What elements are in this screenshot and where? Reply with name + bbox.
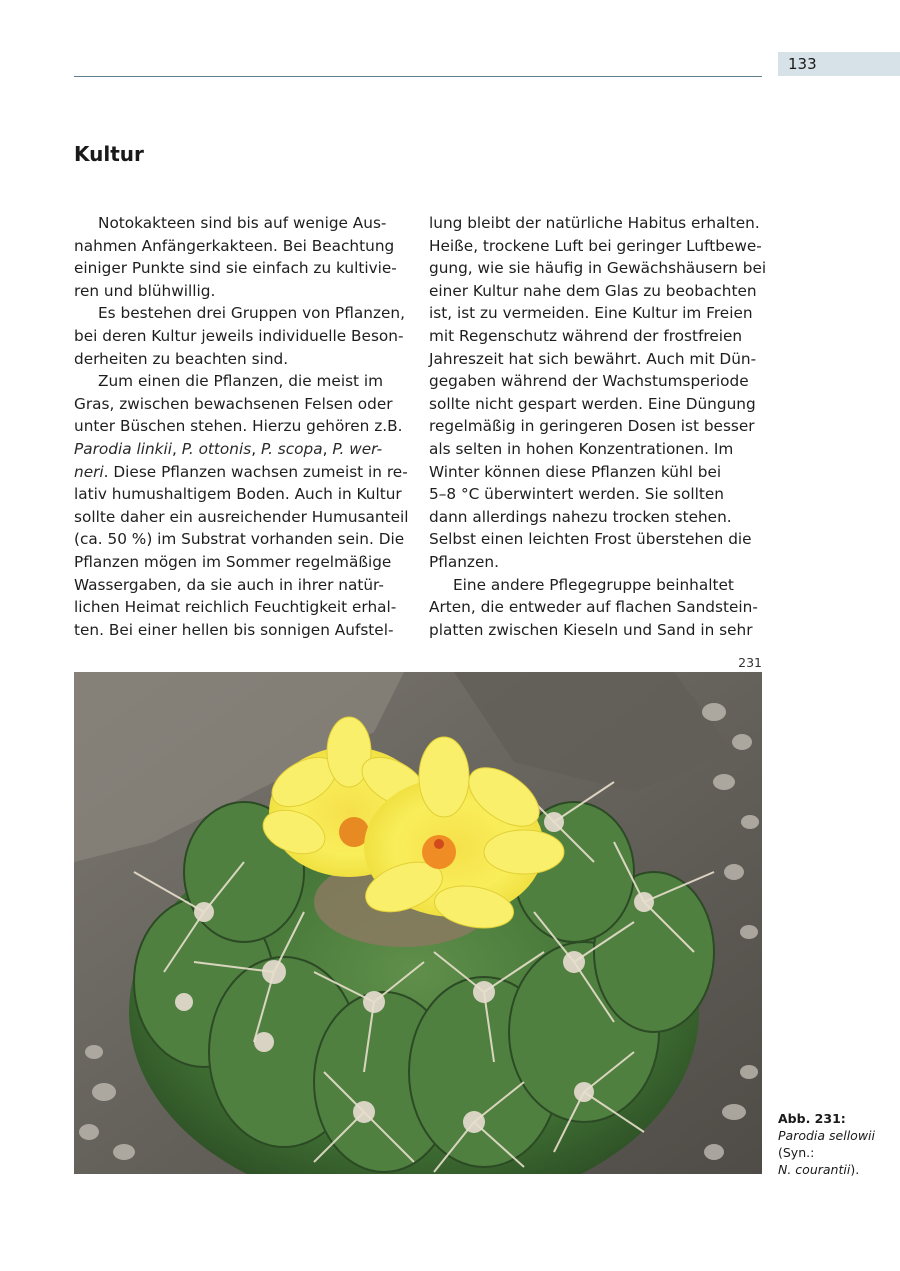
cactus-photo xyxy=(74,672,762,1174)
caption-species: Parodia sellowii xyxy=(778,1128,875,1143)
text-line: Notokakteen sind bis auf wenige Aus- xyxy=(98,214,387,232)
text-line: Selbst einen leichten Frost überstehen die xyxy=(429,530,752,549)
text-column-left xyxy=(74,212,409,641)
text-line: Jahreszeit hat sich bewährt. Auch mit Dün- xyxy=(429,349,757,368)
text-line: ist, ist zu vermeiden. Eine Kultur im Freien xyxy=(429,304,753,323)
text-line-species xyxy=(74,438,406,461)
text-line: Pflanzen. xyxy=(429,552,499,571)
text-line: gung, wie sie häufig in Gewächshäusern bei xyxy=(429,259,767,278)
caption-synonym-open: (Syn.: xyxy=(778,1145,815,1160)
text-line: derheiten zu beachten sind. xyxy=(74,349,289,368)
text-line: sollte nicht gespart werden. Eine Düngung xyxy=(429,394,756,413)
page-number: 133 xyxy=(778,52,900,76)
text-line: Eine andere Pflegegruppe beinhaltet xyxy=(453,575,734,594)
caption-synonym: N. courantii xyxy=(778,1162,851,1177)
separator: , xyxy=(251,439,261,458)
section-title: Kultur xyxy=(74,142,144,166)
header-rule xyxy=(74,76,762,77)
text-line: Winter können diese Pflanzen kühl bei xyxy=(429,462,722,481)
text-line: lung bleibt der natürliche Habitus erhalten. xyxy=(429,214,760,232)
text-line: unter Büschen stehen. Hierzu gehören z.B. xyxy=(74,417,403,436)
caption-label: Abb. 231: xyxy=(778,1111,846,1126)
species-name: Parodia linkii xyxy=(74,439,172,458)
text-fragment: . Diese Pflanzen wachsen zumeist in re- xyxy=(103,462,408,481)
figure-number: 231 xyxy=(738,655,762,670)
species-name: P. scopa xyxy=(260,439,323,458)
species-name: P. wer- xyxy=(332,439,383,458)
text-line: Es bestehen drei Gruppen von Pflanzen, xyxy=(98,304,405,323)
text-line: dann allerdings nahezu trocken stehen. xyxy=(429,507,732,526)
text-line: platten zwischen Kieseln und Sand in sehr xyxy=(429,620,753,639)
text-line: lichen Heimat reichlich Feuchtigkeit erhal- xyxy=(74,598,397,617)
text-line: einer Kultur nahe dem Glas zu beobachten xyxy=(429,281,757,300)
text-line: bei deren Kultur jeweils individuelle Beson- xyxy=(74,326,404,345)
text-line: Zum einen die Pflanzen, die meist im xyxy=(98,372,384,391)
text-line: als selten in hohen Konzentrationen. Im xyxy=(429,439,734,458)
text-line: ten. Bei einer hellen bis sonnigen Aufstel- xyxy=(74,620,394,639)
text-column-right xyxy=(429,212,767,641)
text-line: Wassergaben, da sie auch in ihrer natür- xyxy=(74,575,384,594)
separator: , xyxy=(322,439,333,458)
text-line: Gras, zwischen bewachsenen Felsen oder xyxy=(74,394,393,413)
species-name: P. ottonis xyxy=(181,439,252,458)
text-line: einiger Punkte sind sie einfach zu kultivie- xyxy=(74,259,397,278)
caption-close: ). xyxy=(850,1162,860,1177)
text-line: gegaben während der Wachstumsperiode xyxy=(429,372,749,391)
figure-caption xyxy=(778,1110,896,1178)
text-line: Pflanzen mögen im Sommer regelmäßige xyxy=(74,552,392,571)
text-line: Heiße, trockene Luft bei geringer Luftbewe- xyxy=(429,236,762,255)
text-line: mit Regenschutz während der frostfreien xyxy=(429,326,743,345)
text-line: Arten, die entweder auf flachen Sandstein- xyxy=(429,598,758,617)
text-line-species xyxy=(74,461,406,484)
text-line: regelmäßig in geringeren Dosen ist besser xyxy=(429,417,755,436)
text-line: lativ humushaltigem Boden. Auch in Kultur xyxy=(74,485,402,504)
species-name: neri xyxy=(74,462,104,481)
text-line: nahmen Anfängerkakteen. Bei Beachtung xyxy=(74,236,395,255)
separator: , xyxy=(172,439,182,458)
caption-synonym-line xyxy=(778,1161,896,1178)
text-line: ren und blühwillig. xyxy=(74,281,216,300)
text-line: 5–8 °C überwintert werden. Sie sollten xyxy=(429,485,724,504)
text-line: sollte daher ein ausreichender Humusanteil xyxy=(74,507,409,526)
text-line: (ca. 50 %) im Substrat vorhanden sein. Die xyxy=(74,530,405,549)
